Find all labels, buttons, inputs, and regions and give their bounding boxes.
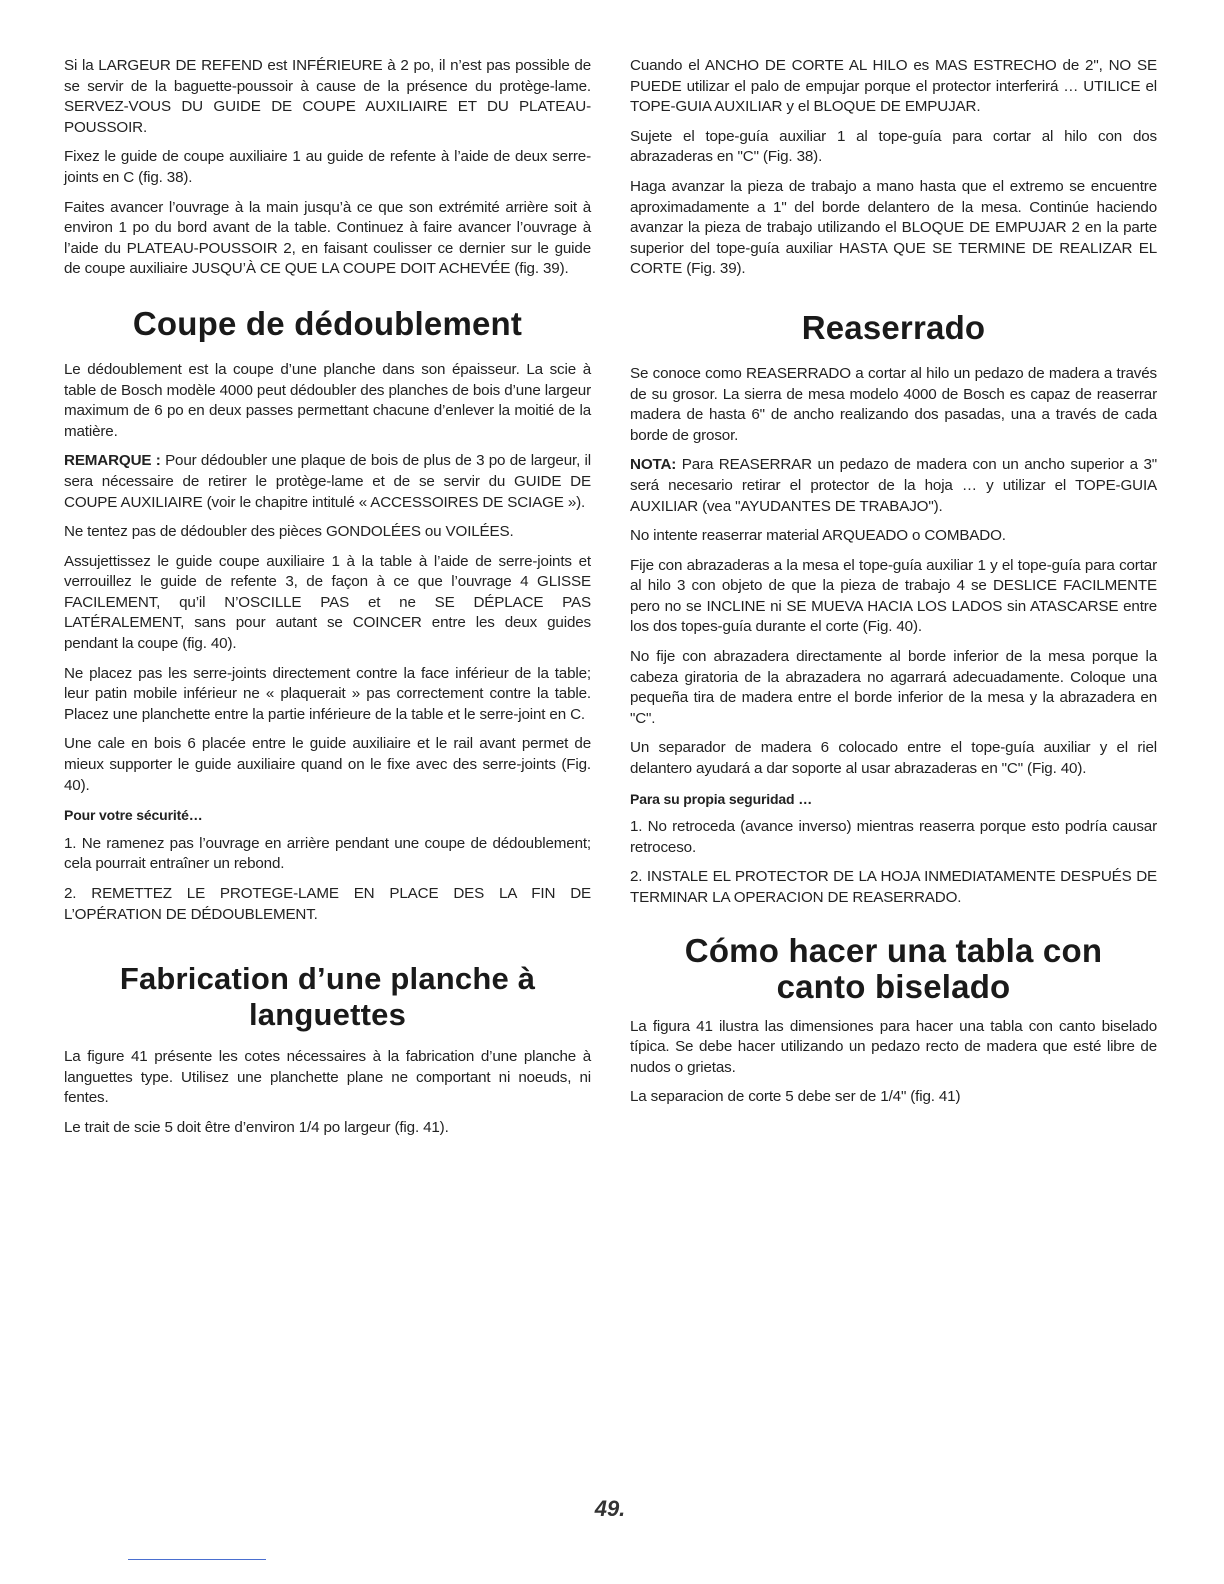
- paragraph: La figura 41 ilustra las dimensiones para hacer una tabla con canto biselado típica. Se debe hacer utilizando un pedazo recto de madera que esté libre de nudos o grietas.: [630, 1017, 1157, 1076]
- remarque-paragraph: [64, 451, 591, 513]
- paragraph: Sujete el tope-guía auxiliar 1 al tope-guía para cortar al hilo con dos abrazaderas en "C" (Fig. 38).: [630, 127, 1157, 166]
- safety-item: 1. Ne ramenez pas l’ouvrage en arrière pendant une coupe de dédoublement; cela pourrait entraîner un rebond.: [64, 834, 591, 873]
- safety-heading: Pour votre sécurité…: [64, 807, 203, 824]
- nota-text: Para REASERRAR un pedazo de madera con un ancho superior a 3" será necesario retirar el protector de la hoja … y utilizar el TOPE-GUIA AUXILIAR (vea "AYUDANTES DE TRABAJO").: [630, 456, 1157, 515]
- section-title-planche-languettes: Fabrication d’une planche à languettes: [119, 961, 536, 1033]
- paragraph: Si la LARGEUR DE REFEND est INFÉRIEURE à 2 po, il n’est pas possible de se servir de la baguette-poussoir à cause de la présence du protège-lame. SERVEZ-VOUS DU GUIDE DE COUPE AUXILIAIRE ET DU PLATEAU-POUSSOIR.: [64, 57, 591, 136]
- paragraph: Faites avancer l’ouvrage à la main jusqu’à ce que son extrémité arrière soit à environ 1 po du bord avant de la table. Continuez à faire avancer l’ouvrage à l’aide du PLATEAU-POUSSOIR 2, en faisant coulisser ce dernier sur le guide de coupe auxiliaire JUSQU’À CE QUE LA COUPE DOIT ACHEVÉE (fig. 39).: [64, 198, 591, 278]
- paragraph: Fixez le guide de coupe auxiliaire 1 au guide de refente à l’aide de deux serre-joints en C (fig. 38).: [64, 148, 591, 186]
- paragraph: La figure 41 présente les cotes nécessaires à la fabrication d’une planche à languettes type. Utilisez une planchette plane ne comportant ni noeuds, ni fentes.: [64, 1048, 591, 1107]
- safety-item: 2. REMETTEZ LE PROTEGE-LAME EN PLACE DES LA FIN DE L’OPÉRATION DE DÉDOUBLEMENT.: [64, 885, 591, 923]
- page-number: 49.: [594, 1496, 626, 1521]
- paragraph: Le trait de scie 5 doit être d’environ 1/4 po largeur (fig. 41).: [64, 1118, 449, 1136]
- paragraph: No intente reaserrar material ARQUEADO o COMBADO.: [630, 527, 1006, 545]
- remarque-label: REMARQUE :: [64, 452, 161, 470]
- section-title-line: canto biselado: [776, 967, 1011, 1005]
- nota-paragraph: [630, 455, 1157, 517]
- nota-label: NOTA:: [630, 456, 677, 474]
- paragraph: Assujettissez le guide coupe auxiliaire 1 à la table à l’aide de serre-joints et verrouillez le guide de refente 3, de façon à ce que l’ouvrage 4 GLISSE FACILEMENT, qu’il N’OSCILLE PAS et ne SE DÉPLACE PAS LATÉRALEMENT, sans pour autant se COINCER entre les deux guides pendant la coupe (fig. 40).: [64, 552, 591, 653]
- safety-item: 2. INSTALE EL PROTECTOR DE LA HOJA INMEDIATAMENTE DESPUÉS DE TERMINAR LA OPERACION DE REASERRADO.: [630, 868, 1157, 906]
- french-column: [64, 56, 591, 1148]
- section-title-line: Cómo hacer una tabla con: [684, 931, 1103, 969]
- footer-rule: [128, 1559, 266, 1560]
- paragraph: Se conoce como REASERRADO a cortar al hilo un pedazo de madera a través de su grosor. La sierra de mesa modelo 4000 de Bosch es capaz de reaserrar madera de hasta 6" de ancho realizando dos pasadas, una a través de cada borde de grosor.: [630, 364, 1157, 444]
- section-title-dedoublement: Coupe de dédoublement: [132, 304, 523, 342]
- paragraph: Un separador de madera 6 colocado entre el tope-guía auxiliar y el riel delantero ayudará a dar soporte al usar abrazaderas en "C" (Fig. 40).: [630, 739, 1157, 778]
- paragraph: Le dédoublement est la coupe d’une planche dans son épaisseur. La scie à table de Bosch modèle 4000 peut dédoubler des planches de bois d’une largeur maximum de 6 po en deux passes permettant chacune d’enlever la moitié de la matière.: [64, 360, 591, 440]
- paragraph: Une cale en bois 6 placée entre le guide auxiliaire et le rail avant permet de mieux supporter le guide auxiliaire quand on le fixe avec des serre-joints (Fig. 40).: [64, 735, 591, 794]
- paragraph: No fije con abrazadera directamente al borde inferior de la mesa porque la cabeza giratoria de la abrazadera no agarrará adecuadamente. Coloque una pequeña tira de madera entre el borde inferior de la mesa y la abrazadera en "C".: [630, 648, 1157, 727]
- paragraph: Ne placez pas les serre-joints directement contre la face inférieur de la table; leur patin mobile inférieur ne « plaquerait » pas correctement contre la table. Placez une planchette entre la partie inférieure de la table et le serre-joint en C.: [64, 664, 591, 723]
- section-title-reaserrado: Reaserrado: [801, 308, 986, 346]
- safety-heading: Para su propia seguridad …: [630, 790, 813, 807]
- spanish-column: [630, 56, 1157, 1117]
- paragraph: Haga avanzar la pieza de trabajo a mano hasta que el extremo se encuentre aproximadamente a 1" del borde delantero de la mesa. Continúe haciendo avanzar la pieza de trabajo utilizando el BLOQUE DE EMPUJAR 2 en la parte superior del tope-guía auxiliar HASTA QUE SE TERMINE DE REALIZAR EL CORTE (Fig. 39).: [630, 177, 1157, 278]
- paragraph: Fije con abrazaderas a la mesa el tope-guía auxiliar 1 y el tope-guía para cortar al hilo 3 con objeto de que la pieza de trabajo 4 se DESLICE FACILMENTE pero no se INCLINE ni SE MUEVA HACIA LOS LADOS sin ATASCARSE entre los dos topes-guía durante el corte (Fig. 40).: [630, 556, 1157, 636]
- remarque-text: Pour dédoubler une plaque de bois de plus de 3 po de largeur, il sera nécessaire de retirer le protège-lame et de se servir du GUIDE DE COUPE AUXILIAIRE (voir le chapitre intitulé « ACCESSOIRES DE SCIAGE »).: [64, 452, 591, 511]
- paragraph: La separacion de corte 5 debe ser de 1/4" (fig. 41): [630, 1088, 961, 1106]
- paragraph: Cuando el ANCHO DE CORTE AL HILO es MAS ESTRECHO de 2", NO SE PUEDE utilizar el palo de empujar porque el protector interferirá … UTILICE el TOPE-GUIA AUXILIAR y el BLOQUE DE EMPUJAR.: [630, 57, 1157, 116]
- safety-item: 1. No retroceda (avance inverso) mientras reaserra porque esto podría causar retroceso.: [630, 818, 1157, 856]
- section-title-canto-biselado: [630, 933, 1157, 1005]
- paragraph: Ne tentez pas de dédoubler des pièces GONDOLÉES ou VOILÉES.: [64, 523, 514, 541]
